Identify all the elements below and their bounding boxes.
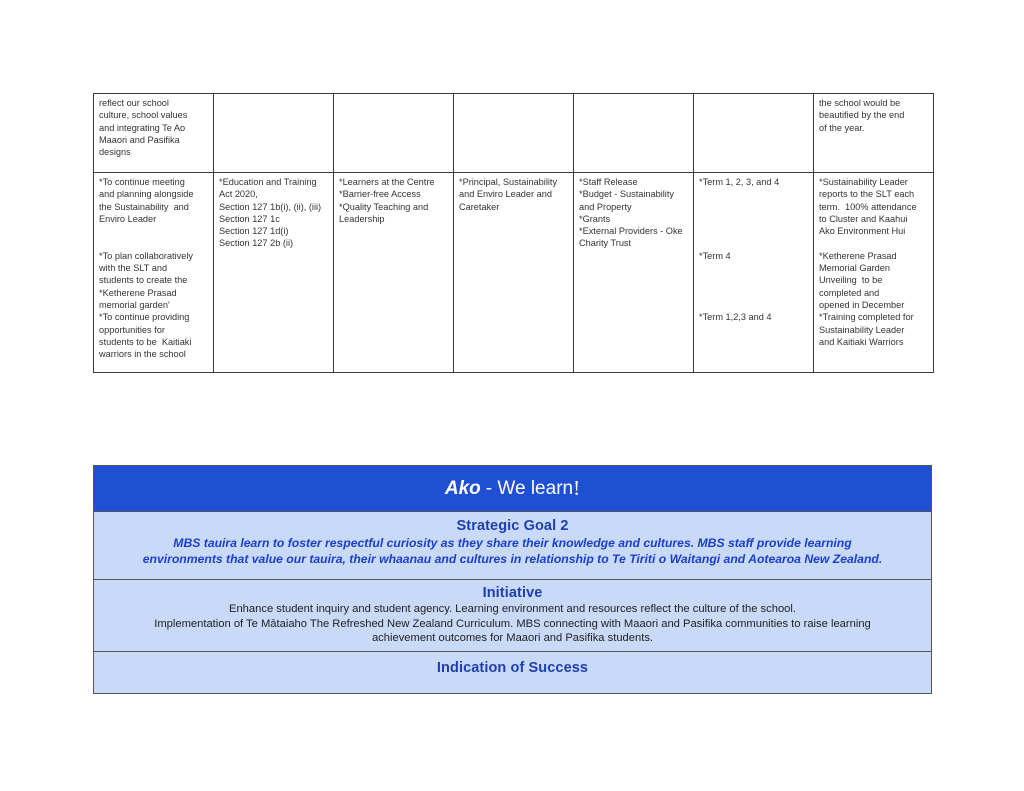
- cell-line: Enviro Leader: [99, 213, 157, 224]
- cell-line: and planning alongside: [99, 189, 194, 200]
- table-cell: [214, 173, 334, 373]
- cell-line: *Education and Training: [219, 177, 317, 187]
- cell-line: Section 127 1b(i), (ii), (iii): [219, 201, 322, 212]
- cell-line: *Training completed for: [819, 312, 914, 323]
- table-row: [94, 173, 934, 373]
- cell-line: [699, 213, 809, 225]
- cell-line: and integrating Te Ao: [99, 122, 186, 133]
- strategic-goal-line: environments that value our tauira, their whaanau and cultures in relationship to Te Tiriti o Waitangi and Aotearoa New Zealand.: [142, 552, 883, 566]
- initiative-line: Implementation of Te Mātaiaho The Refreshed New Zealand Curriculum. MBS connecting with Maaori and Pasifika communities to raise learning: [154, 617, 871, 630]
- table-cell: [574, 94, 694, 173]
- cell-line: culture, school values: [99, 110, 188, 121]
- cell-line: of the year.: [819, 122, 865, 133]
- cell-line: Memorial Garden: [819, 263, 890, 274]
- cell-line: [819, 237, 929, 249]
- cell-line: *Term 1,2,3 and 4: [699, 312, 772, 323]
- initiative-description: [94, 602, 931, 646]
- cell-line: [699, 237, 809, 249]
- cell-line: *Term 1, 2, 3, and 4: [699, 177, 780, 187]
- initiative-title: Initiative: [482, 585, 543, 601]
- table-cell: [94, 94, 214, 173]
- cell-line: *Learners at the Centre: [339, 177, 435, 187]
- cell-line: Caretaker: [459, 201, 500, 212]
- cell-line: completed and: [819, 287, 880, 298]
- cell-line: opened in December: [819, 299, 905, 310]
- cell-line: [99, 237, 209, 249]
- cell-line: *Quality Teaching and: [339, 201, 429, 212]
- initiative-section: [94, 580, 931, 652]
- initiative-line: achievement outcomes for Maaori and Pasifika students.: [371, 632, 654, 645]
- strategic-goal-title: Strategic Goal 2: [456, 518, 569, 534]
- table-cell: [694, 94, 814, 173]
- cell-line: [699, 287, 809, 299]
- cell-line: *Grants: [579, 213, 611, 224]
- cell-line: reflect our school: [99, 98, 169, 108]
- cell-line: *Ketherene Prasad: [99, 287, 177, 298]
- cell-line: with the SLT and: [99, 263, 168, 274]
- table-cell: [214, 94, 334, 173]
- table-cell: [334, 94, 454, 173]
- table-cell: [814, 173, 934, 373]
- cell-line: [699, 201, 809, 213]
- ako-header: [94, 466, 931, 512]
- cell-line: [699, 274, 809, 286]
- ako-word: Ako: [444, 477, 481, 499]
- cell-line: the school would be: [819, 98, 901, 108]
- cell-line: *Sustainability Leader: [819, 177, 908, 187]
- plan-table: [93, 93, 934, 373]
- cell-line: *Principal, Sustainability: [459, 177, 558, 187]
- cell-line: [699, 188, 809, 200]
- cell-line: beautified by the end: [819, 110, 905, 121]
- cell-line: [699, 299, 809, 311]
- cell-line: and Property: [579, 201, 632, 212]
- table-cell: [454, 173, 574, 373]
- indication-title: Indication of Success: [436, 660, 589, 676]
- cell-line: *To continue meeting: [99, 177, 185, 187]
- cell-line: Unveiling to be: [819, 275, 883, 286]
- ako-exclamation: !: [573, 476, 581, 500]
- indication-section: [94, 652, 931, 693]
- cell-line: memorial garden': [99, 299, 170, 310]
- cell-line: students to be Kaitiaki: [99, 336, 192, 347]
- cell-line: and Kaitiaki Warriors: [819, 336, 904, 347]
- plan-table-body: [94, 94, 934, 373]
- table-cell: [94, 173, 214, 373]
- cell-line: term. 100% attendance: [819, 201, 917, 212]
- cell-line: *External Providers - Oke: [579, 226, 683, 237]
- strategic-goal-line: MBS tauira learn to foster respectful curiosity as they share their knowledge and cultures. MBS staff provide learning: [173, 536, 852, 550]
- cell-line: reports to the SLT each: [819, 189, 915, 200]
- cell-line: Ako Environment Hui: [819, 226, 906, 237]
- cell-line: *To plan collaboratively: [99, 250, 193, 261]
- cell-line: warriors in the school: [99, 349, 186, 360]
- cell-line: [699, 225, 809, 237]
- cell-line: Section 127 1d(i): [219, 226, 289, 237]
- ako-subtitle: - We learn: [485, 477, 574, 499]
- cell-line: *Barrier-free Access: [339, 189, 421, 200]
- cell-line: and Enviro Leader and: [459, 189, 552, 200]
- cell-line: Act 2020,: [219, 189, 258, 200]
- cell-line: designs: [99, 147, 131, 158]
- cell-line: students to create the: [99, 275, 188, 286]
- cell-line: *Budget - Sustainability: [579, 189, 674, 200]
- table-cell: [574, 173, 694, 373]
- cell-line: the Sustainability and: [99, 201, 189, 212]
- cell-line: Section 127 2b (ii): [219, 238, 294, 249]
- cell-line: to Cluster and Kaahui: [819, 213, 908, 224]
- ako-goal-box: [93, 465, 932, 694]
- table-row: [94, 94, 934, 173]
- initiative-line: Enhance student inquiry and student agency. Learning environment and resources reflect the culture of the school.: [229, 603, 796, 615]
- cell-line: *Ketherene Prasad: [819, 250, 897, 261]
- cell-line: Sustainability Leader: [819, 324, 905, 335]
- cell-line: Section 127 1c: [219, 213, 280, 224]
- table-cell: [814, 94, 934, 173]
- cell-line: Leadership: [339, 213, 385, 224]
- cell-line: Maaori and Pasifika: [99, 134, 180, 145]
- cell-line: *To continue providing: [99, 312, 190, 323]
- cell-line: Charity Trust: [579, 238, 632, 249]
- cell-line: opportunities for: [99, 324, 165, 335]
- cell-line: [699, 262, 809, 274]
- cell-line: [99, 225, 209, 237]
- table-cell: [694, 173, 814, 373]
- cell-line: *Term 4: [699, 250, 731, 261]
- table-cell: [334, 173, 454, 373]
- table-cell: [454, 94, 574, 173]
- strategic-goal-description: [94, 535, 931, 567]
- cell-line: *Staff Release: [579, 177, 638, 187]
- strategic-goal-section: [94, 512, 931, 580]
